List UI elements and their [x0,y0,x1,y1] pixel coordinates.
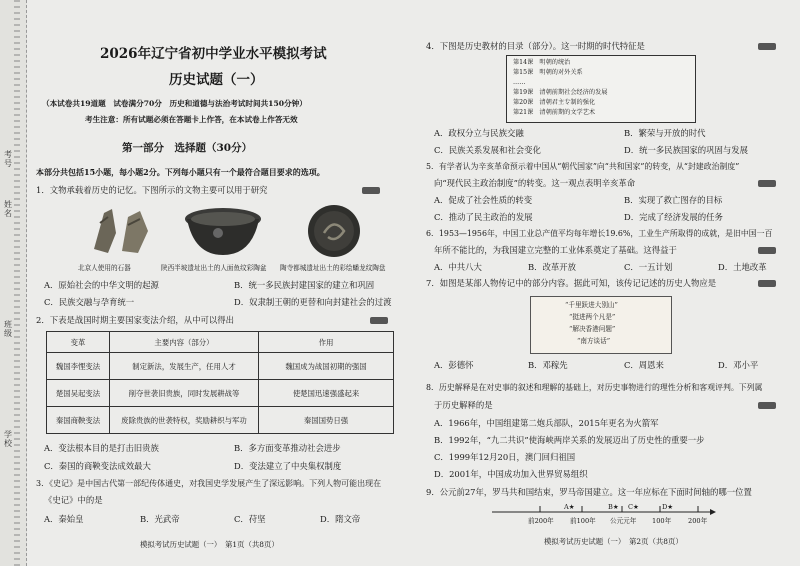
q6-option-b: B．改革开放 [528,262,577,272]
q8-option-a: A．1966年，中国组建第二炮兵部队，2015年更名为火箭军 [434,418,659,428]
exam-page-1 [30,0,410,566]
timeline-label: 前200年 [528,517,554,525]
q8-stem-cont: 于历史解释的是 [434,400,493,410]
score-tag [758,402,776,409]
q4-option-b: B．繁荣与开放的时代 [624,128,706,138]
contents-line: 第19课 清朝前期社会经济的发展 [513,89,608,96]
q3-stem-cont: 《史记》中的是 [44,495,103,505]
q3-stem: 3．《史记》是中国古代第一部纪传体通史，对我国史学发展产生了深远影响。下列人物可能出现在 [36,479,382,488]
exam-title: 2026年辽宁省初中学业水平模拟考试 [100,46,327,62]
score-tag [370,317,388,324]
table-cell: 魏国成为战国初期的强国 [259,353,394,380]
table-cell: 魏国李悝变法 [47,353,110,380]
table-header: 主要内容（部分） [110,332,259,353]
scroll-line: “千里跃进大别山” [565,301,618,309]
timeline-label: 200年 [688,517,708,525]
scroll-line: “挺进两个凡是” [569,313,616,321]
timeline-label: 100年 [652,517,672,525]
q7-option-b: B．邓稼先 [528,360,568,370]
q6-stem-cont: 年所不能比的，为我国建立完整的工业体系奠定了基础。这得益于 [434,245,677,255]
q6-option-d: D．土地改革 [718,262,767,272]
contents-line: 第15课 明朝的对外关系 [513,69,583,76]
timeline-mark-d: D★ [662,503,674,511]
table-header: 作用 [259,332,394,353]
timeline-mark-b: B★ [608,503,619,511]
timeline-label: 前100年 [570,517,596,525]
page-footer: 模拟考试历史试题（一） 第1页（共8页） [140,540,279,549]
q6-option-c: C．一五计划 [624,262,673,272]
exam-page-2 [418,0,796,566]
q1-option-c: C．民族交融与孕育统一 [44,297,135,307]
caption-pottery-basin: 陕西半坡遗址出土的人面鱼纹彩陶盆 [161,264,267,272]
contents-line: 第21课 清朝前期的文学艺术 [513,109,596,116]
dragon-plate-image [306,203,362,259]
score-tag [758,43,776,50]
q5-stem: 5．有学者认为辛亥革命预示着中国从“朝代国家”向“共和国家”的转变，从“封建政治制度” [426,162,740,171]
caption-stone-tool: 北京人使用的石器 [78,264,131,272]
contents-line: 第20课 清朝君主专制的强化 [513,99,596,106]
contents-line: 第14课 明朝的统治 [513,59,571,66]
binding-label-class: 班级 [4,320,12,338]
scroll-line: “南方谈话” [577,337,611,345]
q2-option-c: C．秦国的商鞅变法成效最大 [44,461,151,471]
page-footer: 模拟考试历史试题（一） 第2页（共8页） [544,537,683,546]
q5-option-c: C．推动了民主政治的发展 [434,212,533,222]
q7-option-a: A．彭德怀 [434,360,474,370]
contents-line: …… [513,79,526,86]
score-tag [758,180,776,187]
q5-option-d: D．完成了经济发展的任务 [624,212,723,222]
score-tag [758,247,776,254]
table-cell: 废除贵族的世袭特权，奖励耕织与军功 [110,407,259,434]
table-cell: 楚国吴起变法 [47,380,110,407]
q1-stem: 1．文物承载着历史的记忆。下图所示的文物主要可以用于研究 [36,185,268,195]
exam-notice: 考生注意：所有试题必须在答题卡上作答，在本试卷上作答无效 [85,115,298,124]
table-cell: 秦国商鞅变法 [47,407,110,434]
q6-option-a: A．中共八大 [434,262,482,272]
timeline-mark-c: C★ [628,503,639,511]
caption-dragon-plate: 陶寺都城遗址出土的彩绘蟠龙纹陶盘 [280,264,386,272]
q8-option-c: C．1999年12月20日，澳门回归祖国 [434,452,576,462]
q7-stem: 7．如图是某部人物传记中的部分内容。据此可知，该传记记述的历史人物应是 [426,278,717,288]
q9-stem: 9．公元前27年，罗马共和国结束，罗马帝国建立。这一年应标在下面时间轴的哪一位置 [426,487,752,497]
timeline-arrow [710,509,716,515]
q5-option-a: A．促成了社会性质的转变 [434,195,533,205]
exam-subtitle: 历史试题（一） [169,72,264,88]
timeline [488,500,718,528]
painted-pottery-basin-image [182,203,264,259]
table-row [47,353,394,380]
textbook-contents-box [506,55,696,123]
stone-tool-image [88,203,154,257]
part-instruction: 本部分共包括15小题，每小题2分。下列每小题只有一个最符合题目要求的选项。 [36,167,325,177]
q3-option-c: C．苻坚 [234,514,266,524]
q2-option-a: A．变法根本目的是打击旧贵族 [44,443,159,453]
q4-stem: 4．下图是历史教材的目录（部分）。这一时期的时代特征是 [426,41,645,51]
binding-label-name: 姓名 [4,200,12,218]
scroll-line: “解决香港问题” [569,325,616,333]
q1-option-b: B．统一多民族封建国家的建立和巩固 [234,280,375,290]
q1-option-d: D．奴隶制王朝的更替和向封建社会的过渡 [234,297,392,307]
q3-option-a: A．秦始皇 [44,514,84,524]
q4-option-c: C．民族关系发展和社会变化 [434,145,541,155]
timeline-mark-a: A★ [564,503,575,511]
binding-margin [0,0,27,566]
table-cell: 秦国国势日强 [259,407,394,434]
table-cell: 制定新法，发展生产，任用人才 [110,353,259,380]
table-cell: 削夺世袭旧贵族，同时发展耕战等 [110,380,259,407]
biography-scroll [530,296,672,354]
timeline-label: 公元元年 [610,517,637,525]
q2-option-d: D．变法建立了中央集权制度 [234,461,342,471]
q8-stem: 8．历史解释是在对史事的叙述和理解的基础上，对历史事物进行的理性分析和客观评判。下列属 [426,383,763,392]
q2-option-b: B．多方面变革推动社会进步 [234,443,341,453]
part-heading: 第一部分 选择题（30分） [122,142,253,154]
q4-option-a: A．政权分立与民族交融 [434,128,524,138]
binding-label-school: 学校 [4,430,12,448]
score-tag [758,280,776,287]
q6-stem: 6．1953—1956年，中国工业总产值平均每年增长19.6%，工业生产所取得的成就，是旧中国一百 [426,229,773,238]
binding-holes [14,0,20,566]
q3-option-b: B．光武帝 [140,514,180,524]
table-row [47,380,394,407]
score-tag [362,187,380,194]
q7-option-d: D．邓小平 [718,360,759,370]
q1-option-a: A．原始社会的中华文明的起源 [44,280,159,290]
q4-option-d: D．统一多民族国家的巩固与发展 [624,145,748,155]
q2-stem: 2．下表是战国时期主要国家变法介绍，从中可以得出 [36,315,234,325]
q8-option-b: B．1992年，“九二共识”使海峡两岸关系的发展迈出了历史性的重要一步 [434,435,705,445]
q5-stem-cont: 向“现代民主政治制度”的转变。这一观点表明辛亥革命 [434,178,636,188]
binding-label-number: 考号 [4,150,12,168]
q8-option-d: D．2001年，中国成功加入世界贸易组织 [434,469,588,479]
table-row [47,407,394,434]
q7-option-c: C．周恩来 [624,360,664,370]
table-header-row [47,332,394,353]
q5-option-b: B．实现了救亡图存的目标 [624,195,723,205]
table-header: 变革 [47,332,110,353]
q3-option-d: D．隋文帝 [320,514,361,524]
reform-table [46,331,394,434]
exam-info: （本试卷共19道题 试卷满分70分 历史和道德与法治考试时间共150分钟） [42,99,307,108]
table-cell: 使楚国迅速强盛起来 [259,380,394,407]
